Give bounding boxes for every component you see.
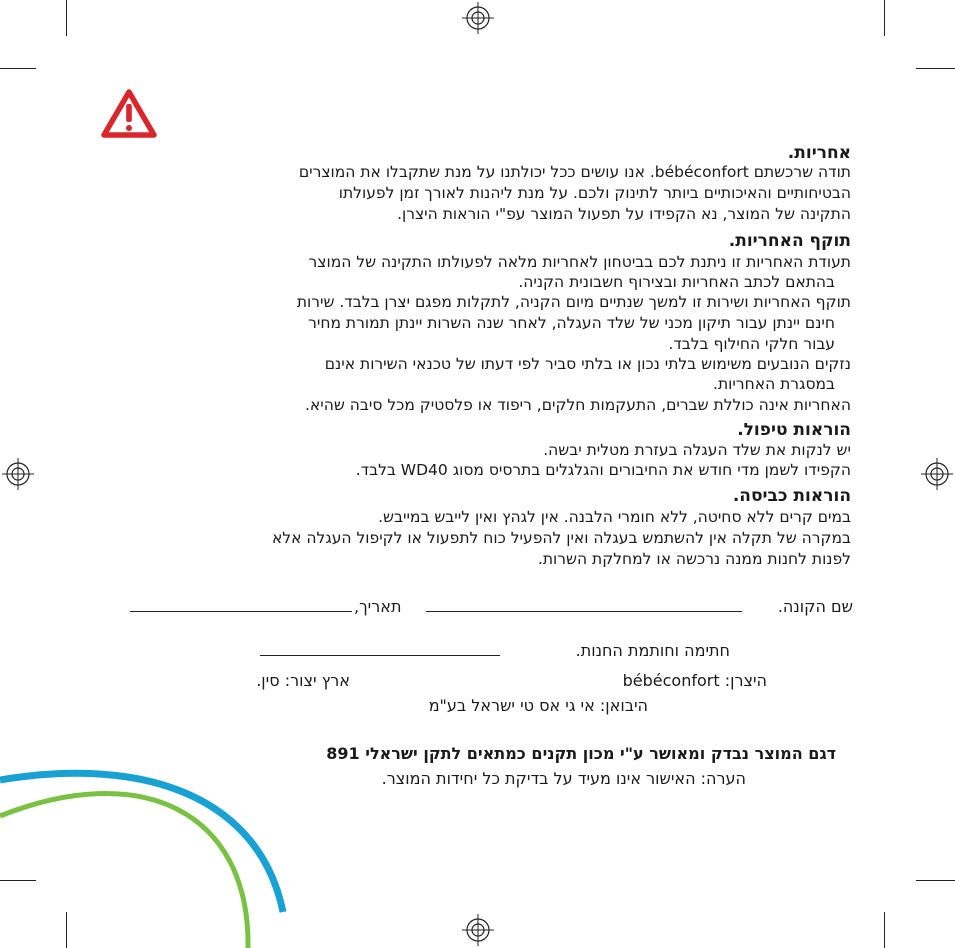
certification-statement: דגם המוצר נבדק ומאושר ע"י מכון תקנים כמתאים לתקן ישראלי 891 — [326, 744, 836, 763]
warranty-period-line: במסגרת האחריות. — [713, 375, 835, 393]
warranty-period-line: עבור חלקי החילוף בלבד. — [668, 335, 835, 353]
buyer-name-label: שם הקונה. — [777, 597, 853, 616]
registration-mark-icon — [460, 912, 496, 948]
warranty-period-line: האחריות אינה כוללת שברים, התעקמות חלקים, ריפוד או פלסטיק מכל סיבה שהיא. — [305, 396, 851, 414]
store-signature-label: חתימה וחותמת החנות. — [575, 641, 730, 660]
registration-mark-icon — [460, 0, 496, 36]
registration-mark-icon — [0, 456, 36, 492]
washing-line: במקרה של תקלה אין להשתמש בעגלה ואין להפעיל כוח לתפעול או לקיפול העגלה אלא — [271, 529, 851, 547]
warranty-period-heading: תוקף האחריות. — [728, 231, 851, 251]
warranty-period-line: נזקים הנובעים משימוש בלתי נכון או בלתי סביר לפי דעתו של טכנאי השירות אינם — [324, 355, 851, 373]
certification-note: הערה: האישור אינו מעיד על בדיקת כל יחידות המוצר. — [381, 769, 746, 788]
date-field[interactable] — [130, 611, 352, 612]
washing-line: לפנות לחנות ממנה נרכשה או למחלקת השרות. — [537, 550, 851, 568]
care-line: יש לנקות את שלד העגלה בעזרת מטלית יבשה. — [543, 441, 851, 459]
warning-icon — [100, 88, 158, 140]
washing-line: במים קרים ללא סחיטה, ללא חומרי הלבנה. אין לגהץ ואין לייבש במייבש. — [378, 508, 851, 526]
buyer-name-field[interactable] — [426, 611, 742, 612]
warranty-line: תודה שרכשתם bébéconfort. אנו עושים ככל יכולתנו על מנת שתקבלו את המוצרים — [298, 163, 851, 181]
warranty-line: התקינה של המוצר, נא הקפידו על תפעול המוצר עפ"י הוראות היצרן. — [397, 205, 851, 223]
washing-heading: הוראות כביסה. — [732, 486, 851, 506]
crop-mark — [884, 912, 885, 948]
store-signature-field[interactable] — [260, 655, 500, 656]
warranty-period-line: בהתאם לכתב האחריות ובצירוף חשבונית הקניה. — [518, 273, 835, 291]
care-line: הקפידו לשמן מדי חודש את החיבורים והגלגלים בתרסיס מסוג WD40 בלבד. — [355, 461, 851, 479]
care-heading: הוראות טיפול. — [737, 420, 851, 440]
warranty-period-line: תוקף האחריות ושירות זו למשך שנתיים מיום הקניה, לתקלות מפגם יצרן בלבד. שירות — [296, 293, 851, 311]
manufacturer-label: היצרן: bébéconfort — [622, 671, 767, 690]
crop-mark — [0, 68, 36, 69]
importer-label: היבואן: אי גי אס טי ישראל בע"מ — [428, 696, 648, 715]
crop-mark — [884, 0, 885, 36]
date-label: תאריך, — [354, 597, 402, 616]
crop-mark — [916, 68, 955, 69]
warranty-period-line: תעודת האחריות זו ניתנת לכם בביטחון לאחריות מלאה לפעולתו התקינה של המוצר — [308, 253, 851, 271]
registration-mark-icon — [919, 456, 955, 492]
country-label: ארץ יצור: סין. — [256, 671, 350, 690]
warranty-heading: אחריות. — [787, 143, 851, 163]
crop-mark — [66, 0, 67, 36]
warranty-line: הבטיחותיים והאיכותיים ביותר לתינוק ולכם. על מנת ליהנות לאורך זמן לפעולתו — [338, 184, 851, 202]
crop-mark — [916, 880, 955, 881]
warranty-period-line: חינם יינתן עבור תיקון מכני של שלד העגלה, לאחר שנה השרות יינתן תמורת מחיר — [308, 314, 835, 332]
decorative-arcs — [0, 760, 300, 948]
